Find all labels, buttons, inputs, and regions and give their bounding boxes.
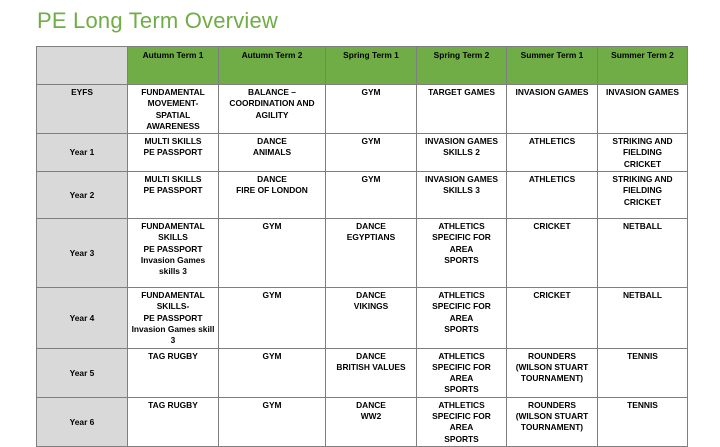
year-label: Year 2: [37, 172, 128, 219]
table-cell: GYM: [326, 172, 417, 219]
table-cell: FUNDAMENTAL MOVEMENT- SPATIAL AWARENESS: [128, 85, 219, 134]
table-cell: TENNIS: [598, 397, 688, 446]
table-row: [37, 85, 688, 134]
year-label: Year 6: [37, 397, 128, 446]
header-spring-1: Spring Term 1: [326, 47, 417, 85]
table-cell: DANCE FIRE OF LONDON: [219, 172, 326, 219]
table-cell: GYM: [326, 85, 417, 134]
table-cell: ATHLETICS: [507, 134, 598, 172]
table-cell: TENNIS: [598, 348, 688, 397]
table-cell: INVASION GAMES: [598, 85, 688, 134]
table-row: [37, 397, 688, 446]
table-cell: CRICKET: [507, 219, 598, 288]
year-label: Year 5: [37, 348, 128, 397]
table-cell: GYM: [219, 288, 326, 348]
header-summer-2: Summer Term 2: [598, 47, 688, 85]
table-cell: INVASION GAMES: [507, 85, 598, 134]
table-cell: NETBALL: [598, 288, 688, 348]
table-cell: GYM: [219, 397, 326, 446]
table-cell: STRIKING AND FIELDING CRICKET: [598, 134, 688, 172]
corner-cell: [37, 47, 128, 85]
overview-table: [36, 46, 688, 447]
header-summer-1: Summer Term 1: [507, 47, 598, 85]
table-cell: MULTI SKILLS PE PASSPORT: [128, 172, 219, 219]
table-cell: STRIKING AND FIELDING CRICKET: [598, 172, 688, 219]
year-label: Year 1: [37, 134, 128, 172]
table-cell: TAG RUGBY: [128, 348, 219, 397]
table-cell: FUNDAMENTAL SKILLS PE PASSPORT Invasion Games skills 3: [128, 219, 219, 288]
table-cell: CRICKET: [507, 288, 598, 348]
table-cell: ATHLETICS SPECIFIC FOR AREA SPORTS: [417, 397, 507, 446]
table-row: [37, 219, 688, 288]
table-cell: ROUNDERS (WILSON STUART TOURNAMENT): [507, 348, 598, 397]
page-title: PE Long Term Overview: [37, 8, 279, 33]
table-cell: BALANCE – COORDINATION AND AGILITY: [219, 85, 326, 134]
table-cell: ATHLETICS SPECIFIC FOR AREA SPORTS: [417, 288, 507, 348]
table-cell: GYM: [219, 348, 326, 397]
header-row: [37, 47, 688, 85]
header-spring-2: Spring Term 2: [417, 47, 507, 85]
header-autumn-2: Autumn Term 2: [219, 47, 326, 85]
table-cell: ATHLETICS: [507, 172, 598, 219]
table-cell: MULTI SKILLS PE PASSPORT: [128, 134, 219, 172]
table-cell: TAG RUGBY: [128, 397, 219, 446]
year-label: EYFS: [37, 85, 128, 134]
table-row: [37, 134, 688, 172]
table-cell: DANCE BRITISH VALUES: [326, 348, 417, 397]
year-label: Year 4: [37, 288, 128, 348]
header-autumn-1: Autumn Term 1: [128, 47, 219, 85]
table-row: [37, 172, 688, 219]
table-cell: TARGET GAMES: [417, 85, 507, 134]
table-cell: DANCE VIKINGS: [326, 288, 417, 348]
year-label: Year 3: [37, 219, 128, 288]
table-cell: ATHLETICS SPECIFIC FOR AREA SPORTS: [417, 219, 507, 288]
table-cell: GYM: [219, 219, 326, 288]
table-cell: DANCE WW2: [326, 397, 417, 446]
table-row: [37, 288, 688, 348]
table-cell: INVASION GAMES SKILLS 3: [417, 172, 507, 219]
table-cell: ROUNDERS (WILSON STUART TOURNAMENT): [507, 397, 598, 446]
table-cell: DANCE EGYPTIANS: [326, 219, 417, 288]
table-cell: ATHLETICS SPECIFIC FOR AREA SPORTS: [417, 348, 507, 397]
table-cell: DANCE ANIMALS: [219, 134, 326, 172]
table-cell: NETBALL: [598, 219, 688, 288]
table-row: [37, 348, 688, 397]
table-cell: INVASION GAMES SKILLS 2: [417, 134, 507, 172]
table-cell: FUNDAMENTAL SKILLS- PE PASSPORT Invasion Games skill 3: [128, 288, 219, 348]
table-cell: GYM: [326, 134, 417, 172]
